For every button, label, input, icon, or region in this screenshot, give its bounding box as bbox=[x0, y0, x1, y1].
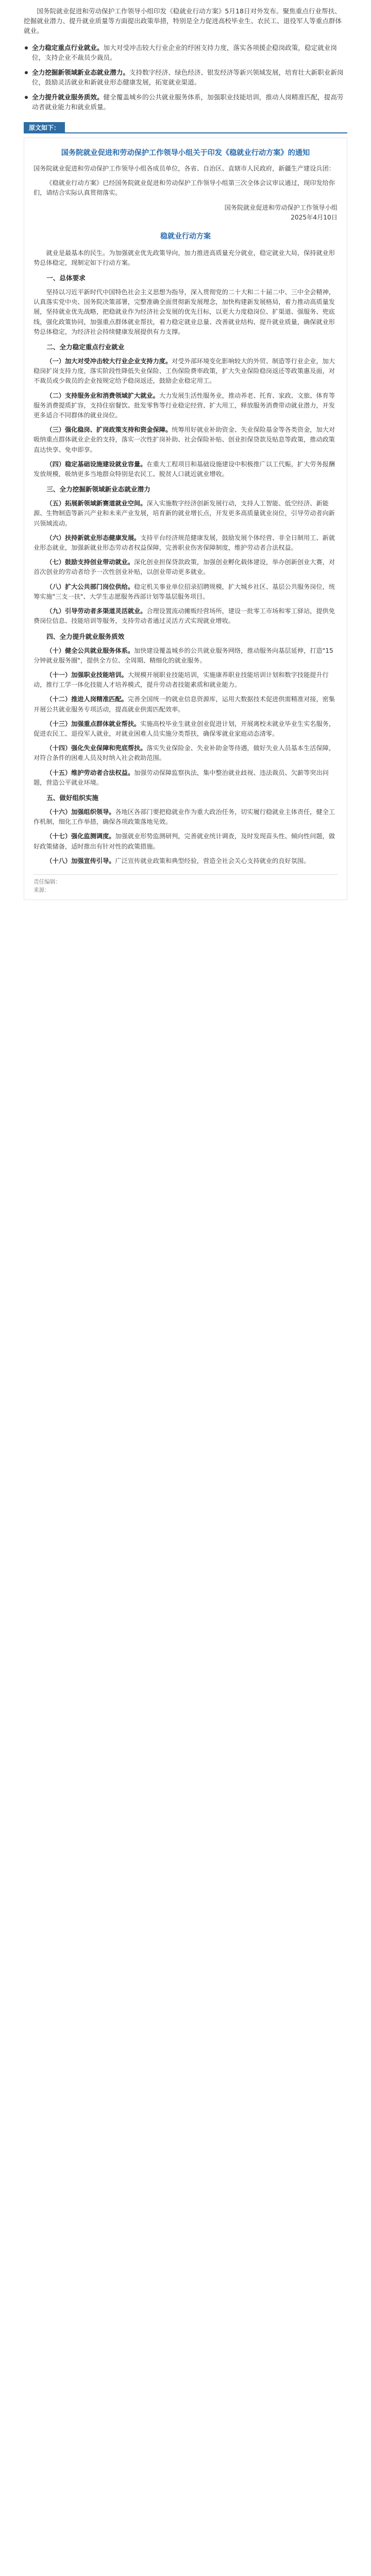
measure-lead: （九）引导劳动者多渠道灵活就业。 bbox=[46, 607, 147, 615]
measure-paragraph bbox=[33, 856, 338, 866]
measure-text: 统筹用好就业补助资金、失业保险基金等各类资金，加大对吸纳重点群体就业企业的支持，落实一次性扩岗补助、社会保险补贴、创业担保贷款及贴息等政策，推动政策直达快享、免申即享。 bbox=[33, 426, 335, 453]
highlight-lead: 全力稳定重点行业就业。 bbox=[32, 44, 104, 52]
measure-lead: （十一）加强职业技能培训。 bbox=[46, 671, 128, 679]
measure-text: 大规模开展职业技能培训，实施康养职业技能培训计划和数字技能提升行动，推行工学一体化技能人才培养模式，提升劳动者技能素质和就业能力。 bbox=[33, 671, 329, 689]
bullet-icon bbox=[25, 71, 28, 74]
measure-text: 落实失业保险金、失业补助金等待遇，做好失业人员基本生活保障，对符合条件的困难人员及时纳入社会救助范围。 bbox=[33, 744, 335, 762]
bullet-icon bbox=[25, 96, 28, 99]
measure-text: 支持平台经济规范健康发展，鼓励发展个体经营、非全日制用工、新就业形态就业，加强新就业形态劳动者权益保障，完善职业伤害保障制度，维护劳动者合法权益。 bbox=[33, 534, 335, 552]
measure-lead: （七）鼓励支持创业带动就业。 bbox=[46, 558, 134, 566]
notice-date: 2025年4月10日 bbox=[291, 213, 338, 221]
notice-addressee: 国务院就业促进和劳动保护工作领导小组各成员单位，各省、自治区、直辖市人民政府，新疆生产建设兵团： bbox=[33, 165, 335, 172]
measure-paragraph bbox=[33, 425, 338, 455]
measure-paragraph bbox=[33, 646, 338, 666]
editor-label: 责任编辑： bbox=[33, 878, 61, 885]
measure-paragraph bbox=[33, 694, 338, 714]
plan-opening: 就业是最基本的民生。为加强就业优先政策导向，加力推进高质量充分就业，稳定就业大局，保持就业形势总体稳定，现制定如下行动方案。 bbox=[33, 249, 335, 266]
highlight-lead: 全力提升就业服务质效。 bbox=[32, 93, 104, 101]
measure-lead: （十八）加强宣传引导。 bbox=[46, 857, 115, 865]
measure-text: 加强劳动保障监察执法，集中整治就业歧视、违法裁员、欠薪等突出问题，营造公平就业环境。 bbox=[33, 769, 329, 786]
intro-paragraph: 国务院就业促进和劳动保护工作领导小组印发《稳就业行动方案》5月18日对外发布。聚焦重点行业帮扶、挖掘就业潜力、提升就业质量等方面提出政策举措，特别是全力促进高校毕业生、农民工、退役军人等重点群体就业。 bbox=[24, 7, 342, 35]
measure-lead: （一）加大对受冲击较大行业企业支持力度。 bbox=[46, 358, 172, 365]
measure-lead: （十）健全公共就业服务体系。 bbox=[46, 647, 134, 654]
measure-text: 加快建设覆盖城乡的公共就业服务网络，推动服务向基层延伸，打造"15分钟就业服务圈"，提供全方位、全周期、精细化的就业服务。 bbox=[33, 647, 333, 664]
measure-lead: （四）稳定基础设施建设就业容量。 bbox=[46, 460, 147, 468]
measure-text: 大力发展生活性服务业，推动养老、托育、家政、文旅、体育等服务消费提质扩容，支持住宿餐饮、批发零售等行业稳定经营、扩大用工，释放服务消费带动就业潜力，开发更多适合不同群体的就业岗位。 bbox=[33, 392, 335, 419]
measure-paragraph bbox=[33, 807, 338, 827]
notice-body: 《稳就业行动方案》已经国务院就业促进和劳动保护工作领导小组第三次全体会议审议通过，现印发给你们，请结合实际认真贯彻落实。 bbox=[33, 179, 335, 197]
highlight-lead: 全力挖掘新领域新业态就业潜力。 bbox=[32, 69, 129, 76]
section-heading: 二、全力稳定重点行业就业 bbox=[46, 343, 125, 351]
section-heading: 五、做好组织实施 bbox=[46, 793, 98, 802]
original-text-tag: 原文如下： bbox=[24, 122, 65, 133]
measure-text: 实施高校毕业生就业创业促进计划，开展离校未就业毕业生实名服务，促进农民工、退役军人就业，对就业困难人员实施分类帮扶，确保零就业家庭动态清零。 bbox=[33, 720, 335, 737]
bullet-icon bbox=[25, 46, 28, 49]
measure-text: 对受外部环境变化影响较大的外贸、制造等行业企业，加大稳岗扩岗支持力度，落实阶段性降低失业保险、工伤保险费率政策，扩大失业保险稳岗返还等政策惠及面，对不裁员或少裁员的企业按规定给予稳岗返还，鼓励企业稳定用工。 bbox=[33, 358, 335, 385]
highlight-text: 健全覆盖城乡的公共就业服务体系，加强职业技能培训，推动人岗精准匹配，提高劳动者就业能力和就业质量。 bbox=[32, 93, 344, 111]
measure-paragraph bbox=[33, 460, 338, 479]
measure-lead: （三）强化稳岗、扩岗政策支持和资金保障。 bbox=[46, 426, 172, 434]
measure-text: 深化创业担保贷款政策，加强创业孵化载体建设，举办创新创业大赛，对首次创业的劳动者给予一次性创业补贴，以创业带动更多就业。 bbox=[33, 558, 335, 576]
section-heading: 三、全力挖掘新领域新业态就业潜力 bbox=[46, 485, 150, 494]
measure-lead: （六）扶持新就业形态健康发展。 bbox=[46, 534, 141, 541]
highlight-item bbox=[24, 92, 347, 112]
measure-text: 加强就业形势监测研判，完善就业统计调查，及时发现苗头性、倾向性问题，做好政策储备，适时推出有针对性的政策措施。 bbox=[33, 833, 335, 850]
section-paragraph: 坚持以习近平新时代中国特色社会主义思想为指导，深入贯彻党的二十大和二十届二中、三中全会精神，认真落实党中央、国务院决策部署，完整准确全面贯彻新发展理念，加快构建新发展格局，着力推动高质量发展，坚持就业优先战略，把稳就业作为经济社会发展的优先目标，以更大力度稳岗位、扩渠道、强服务、兜底线，强化政策协同，加强重点群体就业帮扶，着力稳定就业总量、改善就业结构、提升就业质量，确保就业形势总体稳定，为经济社会持续健康发展提供有力支撑。 bbox=[33, 289, 335, 335]
measure-lead: （十二）推进人岗精准匹配。 bbox=[46, 696, 128, 703]
plan-title: 稳就业行动方案 bbox=[160, 232, 211, 241]
section-heading: 一、总体要求 bbox=[46, 274, 86, 282]
measure-text: 深入实施数字经济创新发展行动，支持人工智能、低空经济、新能源、生物制造等新兴产业和未来产业发展，培育新的就业增长点，开发更多高质量就业岗位，引导劳动者向新兴领域流动。 bbox=[33, 500, 335, 527]
highlight-text: 加大对受冲击较大行业企业的纾困支持力度，落实各项援企稳岗政策，稳定就业岗位，支持企业不裁员少裁员。 bbox=[32, 44, 337, 61]
highlights-list bbox=[0, 43, 371, 112]
highlight-item bbox=[24, 43, 347, 62]
measure-paragraph bbox=[33, 606, 338, 626]
measure-lead: （十五）维护劳动者合法权益。 bbox=[46, 769, 134, 776]
measure-text: 在重大工程项目和基础设施建设中积极推广以工代赈，扩大劳务报酬发放规模，吸纳更多当地群众特别是农民工、脱贫人口就近就业增收。 bbox=[33, 460, 335, 478]
measure-lead: （十六）加强组织领导。 bbox=[46, 808, 115, 816]
measure-text: 各地区各部门要把稳就业作为重大政治任务，切实履行稳就业主体责任，健全工作机制，细化工作举措，确保各项政策落地见效。 bbox=[33, 808, 335, 826]
source-label: 来源： bbox=[33, 887, 50, 893]
measure-paragraph bbox=[33, 768, 338, 788]
measure-paragraph bbox=[33, 357, 338, 386]
highlight-text: 支持数字经济、绿色经济、银发经济等新兴领域发展，培育壮大新职业新岗位，鼓励灵活就业和新就业形态健康发展，拓宽就业渠道。 bbox=[32, 69, 344, 86]
measure-lead: （二）支持服务业和消费领域扩大就业。 bbox=[46, 392, 159, 399]
document-card bbox=[24, 138, 347, 900]
article-footer bbox=[33, 874, 338, 894]
measure-paragraph bbox=[33, 719, 338, 739]
measure-text: 稳定机关事业单位招录招聘规模，扩大城乡社区、基层公共服务岗位，统筹实施"三支一扶"、大学生志愿服务西部计划等基层服务项目。 bbox=[33, 583, 335, 600]
measure-lead: （十七）强化监测调度。 bbox=[46, 833, 115, 840]
measure-text: 完善全国统一的就业信息资源库，运用大数据技术促进供需精准对接，密集开展公共就业服务专项活动，提高就业供需匹配效率。 bbox=[33, 696, 335, 713]
measure-paragraph bbox=[33, 582, 338, 602]
measure-paragraph bbox=[33, 533, 338, 553]
measure-paragraph bbox=[33, 391, 338, 421]
original-text-header bbox=[24, 121, 347, 133]
highlight-item bbox=[24, 67, 347, 87]
measure-lead: （五）拓展新领域新赛道就业空间。 bbox=[46, 500, 147, 507]
measure-text: 合理设置流动摊贩经营场所，建设一批零工市场和零工驿站，提供免费岗位信息、技能培训等服务，支持劳动者通过灵活方式实现就业增收。 bbox=[33, 607, 335, 625]
measure-lead: （八）扩大公共部门岗位供给。 bbox=[46, 583, 134, 590]
notice-title: 国务院就业促进和劳动保护工作领导小组关于印发《稳就业行动方案》的通知 bbox=[61, 149, 310, 157]
measure-paragraph bbox=[33, 557, 338, 577]
measure-paragraph bbox=[33, 670, 338, 690]
measure-paragraph bbox=[33, 499, 338, 529]
notice-signature: 国务院就业促进和劳动保护工作领导小组 bbox=[224, 204, 338, 211]
section-heading: 四、全力提升就业服务质效 bbox=[46, 632, 125, 640]
measure-lead: （十三）加强重点群体就业帮扶。 bbox=[46, 720, 141, 727]
measure-text: 广泛宣传就业政策和典型经验，营造全社会关心支持就业的良好氛围。 bbox=[115, 857, 310, 865]
measure-paragraph bbox=[33, 832, 338, 851]
measure-lead: （十四）强化失业保障和兜底帮扶。 bbox=[46, 744, 147, 752]
measure-paragraph bbox=[33, 743, 338, 763]
